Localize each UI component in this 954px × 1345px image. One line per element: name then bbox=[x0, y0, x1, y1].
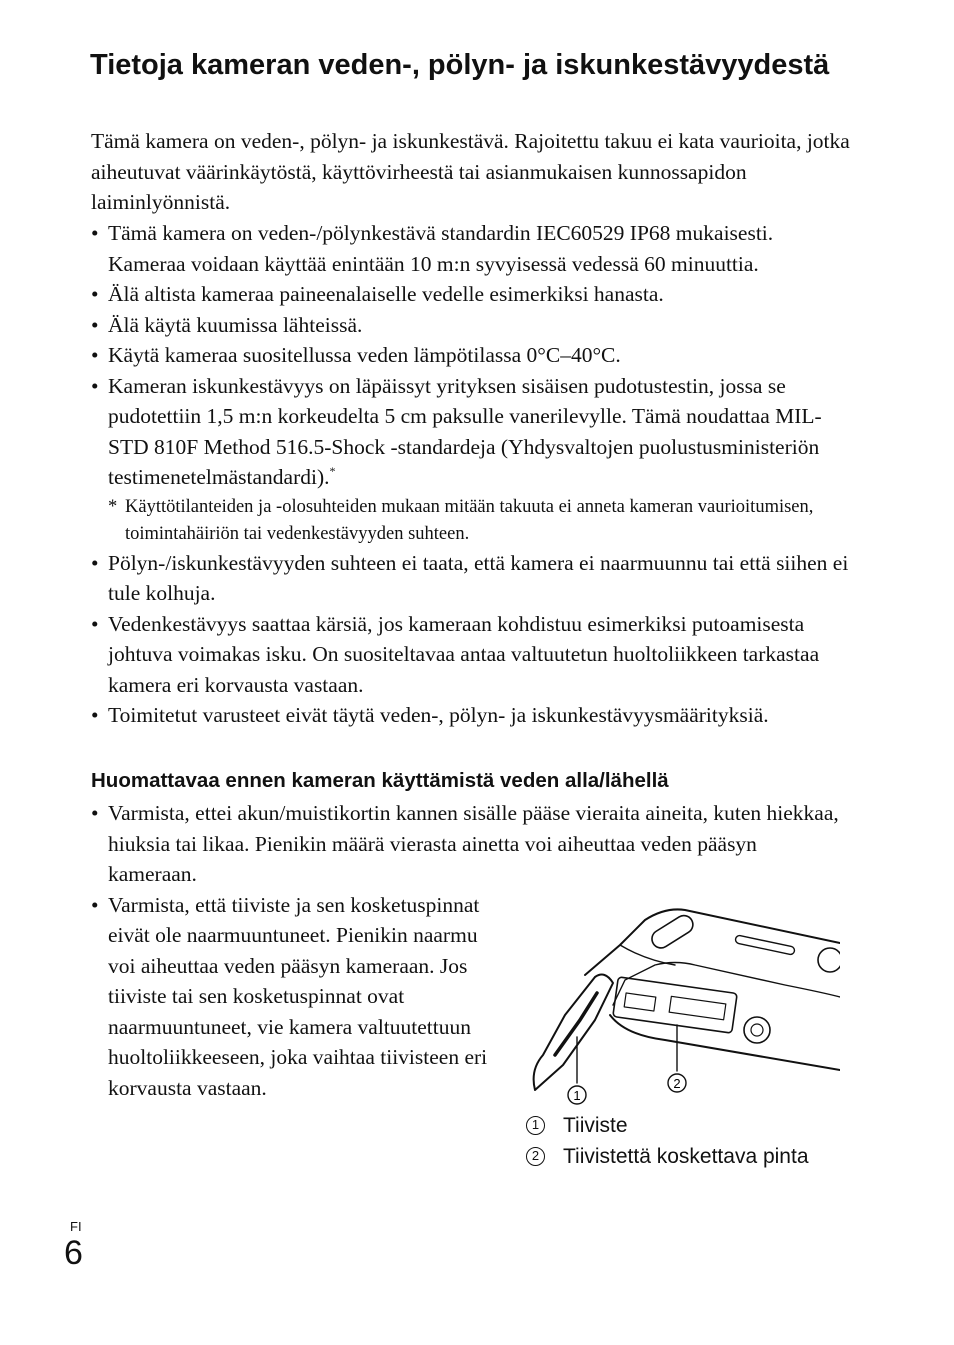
card-slot bbox=[624, 993, 656, 1011]
callout-2-number: 2 bbox=[673, 1076, 681, 1091]
camera-body-outline bbox=[585, 909, 840, 975]
list-item bbox=[91, 310, 851, 341]
tripod-socket bbox=[744, 1017, 770, 1043]
list-item-text: Vedenkestävyys saattaa kärsiä, jos kameraan kohdistuu esimerkiksi putoamisesta johtuva voimakas isku. On suositeltavaa antaa valtuutetun huoltoliikkeen tarkastaa kamera eri korvausta vastaan. bbox=[108, 611, 820, 697]
caption-item bbox=[526, 1111, 826, 1142]
list-item bbox=[91, 548, 851, 609]
caption-number: 2 bbox=[526, 1147, 545, 1166]
list-item bbox=[91, 700, 851, 731]
bullet-dot: • bbox=[91, 611, 99, 636]
list-item bbox=[91, 218, 851, 279]
top-slot bbox=[735, 935, 795, 955]
list-item bbox=[91, 340, 851, 371]
caption-item bbox=[526, 1142, 826, 1173]
footnote bbox=[108, 494, 851, 548]
list-item-text: Toimitetut varusteet eivät täytä veden-, pölyn- ja iskunkestävyysmäärityksiä. bbox=[108, 703, 769, 727]
list-item-text: Tämä kamera on veden-/pölynkestävä standardin IEC60529 IP68 mukaisesti. Kameraa voidaan käyttää enintään 10 m:n syvyisessä vedessä 60 minuuttia. bbox=[108, 221, 774, 276]
list-item bbox=[91, 890, 488, 1104]
footnote-text: Käyttötilanteiden ja -olosuhteiden mukaan mitään takuuta ei anneta kameran vaurioitumisen, toimintahäiriön tai vedenkestävyyden suhteen. bbox=[125, 496, 814, 544]
lens-ring bbox=[818, 948, 840, 972]
list-item bbox=[91, 371, 851, 548]
bullet-dot: • bbox=[91, 221, 99, 245]
bullet-dot: • bbox=[91, 373, 99, 398]
list-item-text: Varmista, että tiiviste ja sen kosketuspinnat eivät ole naarmuuntuneet. Pienikin naarmu voi aiheuttaa veden pääsyn kameraan. Jos tiiviste tai sen kosketuspinnat ovat naarmuuntuneet, vie kamera valtuutettuun huoltoliikkeeseen, joka vaihtaa tiivisteen eri korvausta vastaan. bbox=[108, 892, 488, 1100]
intro-paragraph: Tämä kamera on veden-, pölyn- ja iskunkestävä. Rajoitettu takuu ei kata vaurioita, jotka aiheutuvat väärinkäytöstä, käyttövirheestä tai asianmukaisen kunnossapidon laiminlyönnistä. bbox=[91, 129, 850, 214]
camera-body-inner bbox=[613, 963, 840, 1006]
footnote-reference: * bbox=[329, 464, 336, 478]
list-item-text: Varmista, ettei akun/muistikortin kannen sisälle pääse vieraita aineita, kuten hiekkaa, hiuksia tai likaa. Pienikin määrä vierasta ainetta voi aiheuttaa veden pääsyn kameraan. bbox=[108, 801, 839, 886]
bullet-list bbox=[91, 218, 851, 731]
camera-top-ridge bbox=[620, 945, 675, 965]
page-number: 6 bbox=[64, 1234, 83, 1272]
list-item bbox=[91, 798, 851, 890]
language-code: FI bbox=[70, 1219, 82, 1234]
list-item-text: Pölyn-/iskunkestävyyden suhteen ei taata, että kamera ei naarmuunnu tai että siihen ei tule kolhuja. bbox=[108, 550, 849, 605]
caption-number: 1 bbox=[526, 1116, 545, 1135]
list-item bbox=[91, 609, 851, 701]
bullet-dot: • bbox=[91, 892, 99, 917]
caption-text: Tiivistettä koskettava pinta bbox=[563, 1144, 809, 1168]
camera-seal-illustration bbox=[525, 905, 840, 1105]
page-title: Tietoja kameran veden-, pölyn- ja iskunkestävyydestä bbox=[90, 49, 830, 81]
footnote-marker: * bbox=[108, 496, 118, 517]
bullet-dot: • bbox=[91, 801, 99, 825]
bullet-dot: • bbox=[91, 312, 99, 337]
figure-caption bbox=[526, 1111, 826, 1172]
list-item-text: Älä käytä kuumissa lähteissä. bbox=[108, 312, 363, 337]
list-item bbox=[91, 279, 851, 310]
callout-1-number: 1 bbox=[573, 1088, 581, 1103]
bullet-dot: • bbox=[91, 282, 99, 306]
battery-slot bbox=[669, 996, 726, 1019]
list-item-text: Kameran iskunkestävyys on läpäissyt yrityksen sisäisen pudotustestin, jossa se pudotettiin 1,5 m:n korkeudelta 5 cm paksulle vanerilevylle. Tämä noudattaa MIL-STD 810F Method 516.5-Shock -standardeja (Yhdysvaltojen puolustusministeriön testimenetelmästandardi). bbox=[108, 373, 822, 489]
section-heading: Huomattavaa ennen kameran käyttämistä veden alla/lähellä bbox=[91, 769, 669, 792]
bullet-dot: • bbox=[91, 343, 99, 367]
top-button bbox=[649, 912, 697, 951]
camera-body-bottom bbox=[610, 1015, 840, 1070]
list-item-text: Älä altista kameraa paineenalaiselle vedelle esimerkiksi hanasta. bbox=[108, 282, 664, 306]
bullet-dot: • bbox=[91, 550, 99, 575]
battery-compartment bbox=[613, 977, 737, 1033]
bullet-dot: • bbox=[91, 703, 99, 727]
tripod-socket-inner bbox=[751, 1024, 763, 1036]
list-item-text: Käytä kameraa suositellussa veden lämpötilassa 0°C–40°C. bbox=[108, 343, 621, 367]
caption-text: Tiiviste bbox=[563, 1114, 628, 1137]
